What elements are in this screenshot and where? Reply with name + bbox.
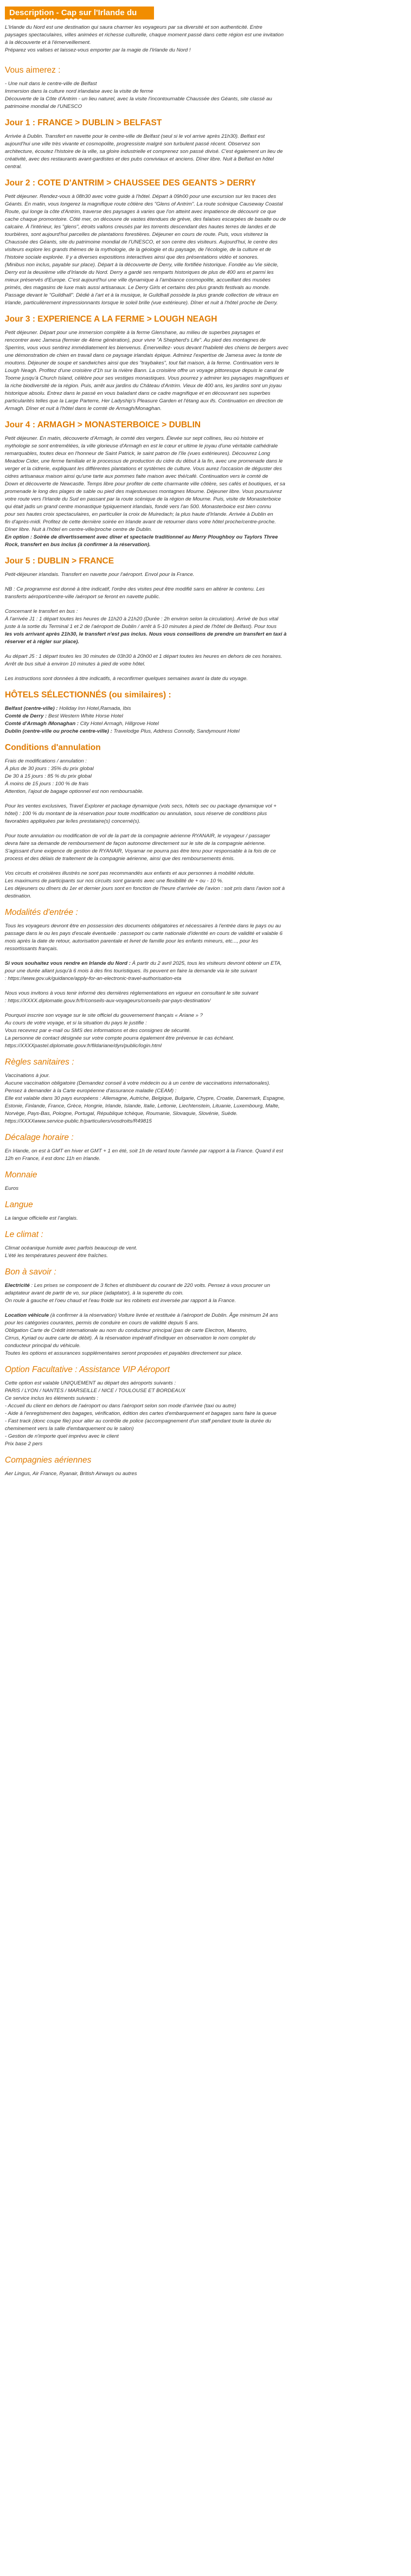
day3-text	[5, 329, 406, 413]
text-line: destination.	[5, 893, 32, 899]
text-line: Aer Lingus, Air France, Ryanair, British Airways ou autres	[5, 1471, 137, 1477]
link-line[interactable]: https://XXXXwww.service-public.fr/particuliers/vosdroits/R49815	[5, 1118, 152, 1124]
text-line: Frais de modifications / annulation :	[5, 758, 87, 764]
text-line: Attention, l'ajout de bagage optionnel est non remboursable.	[5, 789, 144, 794]
text-line: mythologie se sont entremêlées, la ville glorieuse d'Armagh en est le cœur et ultime le joyau d'une véritable cathédrale	[5, 443, 278, 449]
text-line: Down et découverte de Newcastle. Temps libre pour profiter de cette charmante ville côtière, ses cafés et boutiques, et sa	[5, 481, 285, 487]
text-line: Obligation Carte de Crédit internationale au nom du conducteur principal (pas de carte Electron, Maestro,	[5, 1328, 247, 1334]
text-line: mois après la date de retour, autorisation parentale et livret de famille pour les enfants mineurs, etc..., pour les	[5, 938, 259, 944]
text-line: Estonie, Finlande, France, Grèce, Hongrie, Irlande, Islande, Italie, Lettonie, Liechtenstein, Lituanie, Luxembourg, Malte,	[5, 1103, 280, 1109]
text-line: hôtel) : 100 % du montant de la réservation pour toute modification ou annulation, sous réserve de conditions plus	[5, 811, 267, 817]
text-line: : https://www.gov.uk/guidance/apply-for-an-electronic-travel-authorisation-eta	[5, 976, 182, 982]
conditions-text	[5, 758, 406, 900]
langue-text	[5, 1215, 406, 1222]
text-line: votre route vers l'Irlande du Sud en passant par la route scénique de la région de Mourne. Puis, visite de Monasterboice	[5, 496, 281, 502]
text-line: NB : Ce programme est donné à titre indicatif, l'ordre des visites peut être modifié sans en altérer le contenu. Les	[5, 586, 265, 592]
text-line: La personne de contact désignée sur votre compte pourra également être prévenue le cas échéant.	[5, 1035, 234, 1041]
text-line: cache chaque promontoire. Côté mer, on découvre de vastes étendues de grève, des falaises escarpées de basalte ou de	[5, 216, 286, 222]
text-line: Cirrus, Kyriad ou autre carte de débit). À la réservation impératif d'indiquer en observation le nom complet du	[5, 1335, 256, 1341]
text-line: Toutes les options et assurances supplémentaires seront proposées et payables directement sur place.	[5, 1350, 243, 1356]
text-line: De 30 à 15 jours : 85 % du prix global	[5, 773, 92, 779]
text-line: 12h en France, il est donc 11h en Irlande.	[5, 1156, 101, 1162]
text-line: Vaccinations à jour.	[5, 1073, 50, 1079]
compagnies-text	[5, 1470, 406, 1478]
text-line: Petit déjeuner. En matin, découverte d'Armagh, le comté des vergers. Élevée sur sept collines, lieu où histoire et	[5, 435, 264, 441]
text-line: Prix base 2 pers	[5, 1441, 43, 1447]
text-line: ressortissants français.	[5, 946, 59, 952]
hotel-item: Dublin (centre-ville ou proche centre-ville) : Travelodge Plus, Address Connolly, Sandymount Hotel	[5, 728, 240, 734]
hotels-title: HÔTELS SÉLECTIONNÉS (ou similaires) :	[5, 690, 171, 700]
text-line: Arrivée à Dublin. Transfert en navette pour le centre-ville de Belfast (seul si le vol arrive après 21h30). Belfast est	[5, 133, 265, 139]
day1-text	[5, 133, 406, 171]
text-line: cidres artisanaux maison ainsi qu'une tarte aux pommes faite maison avec thé/café. Continuation vers le comté de	[5, 473, 268, 479]
text-line: tourbières, sont aujourd'hui parcelles de plantations forestières. Déjeuner en cours de route. Puis, vous visiterez la	[5, 232, 268, 238]
vous-aimerez-text	[5, 80, 406, 111]
text-line: Sperrins, vous vous sentirez immédiatement les bienvenus. Émerveillez- vous devant l'habileté des chiens de bergers avec	[5, 345, 288, 351]
text-line: patrimoine mondial de l'UNESCO	[5, 104, 82, 110]
conditions-title: Conditions d'annulation	[5, 743, 101, 752]
text-line: aujourd'hui une ville très vivante et cosmopolite, progressiste malgré son turbulent passé récent. Observez son	[5, 141, 260, 147]
day4-title: Jour 4 : ARMAGH > MONASTERBOICE > DUBLIN	[5, 420, 201, 430]
text-line: Derry est la deuxième ville d'Irlande du Nord. Derry a gardé ses remparts historiques de plus de 400 ans et parmi les	[5, 270, 274, 275]
text-line: pour ses hautes croix spectaculaires, en particulier la croix de Muiredach; la plus haute d'Irlande. Arrivée à Dublin en	[5, 511, 273, 517]
text-line: devra faire sa demande de remboursement de façon autonome directement sur le site de la compagnie aérienne.	[5, 841, 266, 847]
sanitaires-text	[5, 1072, 406, 1125]
option-line: En option : Soirée de divertissement avec dîner et spectacle traditionnel au Merry Ploughboy ou Taylors Three	[5, 534, 278, 540]
text-line: Pour les ventes exclusives, Travel Explorer et package dynamique (vols secs, hôtels sec ou package dynamique vol +	[5, 803, 277, 809]
option-text	[5, 1380, 406, 1448]
text-line: pour une durée allant jusqu'à 6 mois à des fins touristiques. Ils peuvent en faire la demande via le site suivant	[5, 968, 257, 974]
text-line: La langue officielle est l'anglais.	[5, 1215, 78, 1221]
text-line: Concernant le transfert en bus :	[5, 608, 78, 614]
text-line: Petit déjeuner. Rendez-vous à 08h30 avec votre guide à l'hôtel. Départ à 09h00 pour une excursion sur les traces des	[5, 194, 277, 200]
text-line: fin d'après-midi. Profitez de cette dernière soirée en Irlande avant de retourner dans votre hôtel proche/centre-proche.	[5, 519, 276, 525]
text-line: Découverte de la Côte d'Antrim - un lieu naturel, avec la visite l'incontournable Chaussée des Géants, site classé au	[5, 96, 272, 102]
bold-line: réserver et à régler sur place).	[5, 639, 80, 645]
text-line: particularités telles que la Large Parterre, Her Ladyship's Pleasure Garden et l'étang aux ifs. Continuation en direction de	[5, 398, 283, 404]
hotel-item: Comté de Derry : Best Western White Horse Hotel	[5, 713, 123, 719]
hotels-list	[5, 705, 406, 735]
text-line: Immersion dans la culture nord irlandaise avec la visite de ferme	[5, 88, 153, 94]
climat-title: Le climat :	[5, 1230, 43, 1239]
text-line: rencontrer avec Jamesa (fermier de 4ème génération), pour vivre "A Shepherd's Life". Au pied des montagnes de	[5, 337, 266, 343]
text-line: Aucune vaccination obligatoire (Demandez conseil à votre médecin ou à un centre de vaccinations internationales).	[5, 1080, 271, 1086]
hotel-item: Belfast (centre-ville) : Holiday Inn Hotel,Ramada, Ibis	[5, 706, 131, 712]
text-line: remarquables, toutes deux en l'honneur de Saint Patrick, le saint patron de l'île (vues extérieures). Découvrez Long	[5, 451, 270, 457]
text-line: Au départ J5 : 1 départ toutes les 30 minutes de 03h30 à 20h00 et 1 départ toutes les heures en dehors de ces horaires.	[5, 653, 282, 659]
text-line: - Une nuit dans le centre-ville de Belfast	[5, 81, 97, 87]
section-title-vous-aimerez: Vous aimerez :	[5, 66, 61, 75]
text-line: Les instructions sont données à titre indicatifs, à reconfirmer quelques semaines avant la date du voyage.	[5, 676, 248, 682]
text-line: Petit-déjeuner irlandais. Transfert en navette pour l'aéroport. Envol pour la France.	[5, 572, 195, 578]
text-line: - Fast track (donc coupe file) pour aller au contrôle de police (accompagnement d'un staff pendant toute la durée du	[5, 1418, 271, 1424]
text-line: Les maximums de participants sur nos circuits sont garantis avec une flexibilité de + ou - 10 %.	[5, 878, 223, 884]
text-line: - Aide à l'enregistrement des bagages, vérification, édition des cartes d'embarquement et bagages sans faire la queue	[5, 1411, 277, 1417]
text-line: cheminement vers la salle d'embarquement ou le salon)	[5, 1426, 134, 1432]
text-line: visiteurs explore les grands thèmes de la mythologie, de la géologie et du paysage, de l'écologie, de la culture et de	[5, 247, 271, 253]
day4-text	[5, 435, 406, 549]
intro	[5, 24, 406, 54]
bon-savoir-text	[5, 1282, 406, 1357]
text-line: adaptateur avant de partir de vo, sur place (adaptator), à la superette du coin.	[5, 1290, 184, 1296]
day2-title: Jour 2 : COTE D'ANTRIM > CHAUSSEE DES GEANTS > DERRY	[5, 178, 256, 188]
text-line: - Gestion de n'importe quel imprévu avec le client	[5, 1433, 119, 1439]
text-line: À l'arrivée J1 : 1 départ toutes les heures de 11h20 à 21h20 (Durée : 2h environ selon la circulation). Arrivé de bus vital	[5, 616, 279, 622]
sanitaires-title: Règles sanitaires :	[5, 1058, 74, 1067]
text-line: Electricité : Les prises se composent de 3 fiches et distribuent du courant de 220 volts. Pensez à vous procurer un	[5, 1283, 271, 1289]
text-line: primés, des magasins de luxe mais aussi artisanaux. Le Derry Girls et certains des plus grands festivals au monde.	[5, 285, 270, 291]
text-line: Irlande, particulièrement impressionnants lorsque le soleil brille (vue extérieure). Dîner et nuit à l'hôtel proche de Derry.	[5, 300, 278, 306]
page-banner: Description - Cap sur l'Irlande du Nord - 5J/4N - 2026	[5, 7, 154, 20]
text-line: (Minibus non inclus, payable sur place). Départ à la découverte de Derry, ville fortifiée historique. Fondée au Vie siècle,	[5, 262, 279, 268]
text-line: pour les catégories courantes, permis de conduire en cours de validité depuis 5 ans.	[5, 1320, 199, 1326]
text-line: Meadow Cider, une ferme familiale et le processus de production du cidre du début à la fin, avec une promenade dans le	[5, 458, 283, 464]
text-line: Elle est valable dans 30 pays européens : Allemagne, Autriche, Belgique, Bulgarie, Chypre, Croatie, Danemark, Espagne,	[5, 1095, 285, 1101]
text-line: Toome jusqu'à Church Island, célèbre pour ses vestiges monastiques. Vous pourrez y admirer les paysages magnifiques et	[5, 375, 289, 381]
hotel-item: Comté d'Armagh /Monaghan : City Hotel Armagh, Hillgrove Hotel	[5, 721, 159, 727]
text-line: Pour toute annulation ou modification de vol de la part de la compagnie aérienne RYANAIR, le voyageur / passager	[5, 833, 271, 839]
text-line: Pensez à demander à la Carte européenne d'assurance maladie (CEAM) :	[5, 1088, 177, 1094]
text-line: On roule à gauche et l'oeu chaud et l'eau froide sur les robinets est inversée par rapport à la France.	[5, 1298, 236, 1304]
text-line: Euros	[5, 1186, 19, 1191]
text-line: Climat océanique humide avec parfois beaucoup de vent.	[5, 1245, 138, 1251]
option-title: Option Facultative : Assistance VIP Aéroport	[5, 1365, 170, 1374]
modalites-title: Modalités d'entrée :	[5, 908, 78, 917]
text-line: Nous vous invitons à vous tenir informé des dernières réglementations en vigueur en consultant le site suivant	[5, 990, 259, 996]
text-line: Lough Neagh. Profitez d'une croisière d'1h sur la rivière Bann. La croisière offre un voyage pittoresque depuis le canal de	[5, 368, 284, 374]
text-line: conducteur principal du véhicule.	[5, 1343, 81, 1349]
text-line: process et des délais de traitement de la compagnie aérienne, ainsi que des remboursements émis.	[5, 856, 235, 862]
text-line: Ce service inclus les éléments suivants :	[5, 1395, 99, 1401]
text-line: central.	[5, 164, 22, 170]
text-line: L'été les températures peuvent être fraîches.	[5, 1253, 108, 1259]
monnaie-title: Monnaie	[5, 1170, 37, 1180]
text-line: - Accueil du client en dehors de l'aéroport ou dans l'aéroport selon son mode d'arrivée (taxi ou autre)	[5, 1403, 236, 1409]
text-line: la riche biodiversité de la région. Puis, arrêt aux jardins du Château d'Antrim. Vieux de 400 ans, les jardins sont un joyau	[5, 383, 282, 389]
modalites-text	[5, 922, 406, 1050]
compagnies-title: Compagnies aériennes	[5, 1456, 92, 1465]
text-line: Au cours de votre voyage, et si la situation du pays le justifie :	[5, 1020, 147, 1026]
text-line: juste à la sortie du Terminal 1 et 2 de l'aéroport de Dublin / arrêt à 5-10 minutes à pied de l'hôtel de Belfast). Pour tous	[5, 624, 277, 630]
intro-line: L'Irlande du Nord est une destination qui saura charmer les voyageurs par sa diversité et son authenticité. Entre	[5, 24, 262, 30]
text-line: : https://XXXX.diplomatie.gouv.fr/fr/conseils-aux-voyageurs/conseils-par-pays-destination/	[5, 998, 211, 1004]
text-line: une démonstration de chien en travail dans ce paysage irlandais épique. Admirez l'expertise de Jamesa avec la tonte de	[5, 353, 282, 358]
text-line: Si vous souhaitez vous rendre en Irlande du Nord : À partir du 2 avril 2025, tous les visiteurs devront obtenir un ETA,	[5, 960, 282, 966]
link-line[interactable]: https://XXXXpastel.diplomatie.gouv.fr/fildariane/dyn/public/login.html	[5, 1043, 162, 1049]
text-line: Passage devant le "Guildhall". Dédié à l'art et à la musique, le Guildhall possède la plus grande collection de vitraux en	[5, 292, 279, 298]
text-line: Chaussée des Géants, site du patrimoine mondial de l'UNESCO, et son centre des visiteurs. Aujourd'hui, le centre des	[5, 239, 278, 245]
decalage-text	[5, 1148, 406, 1163]
text-line: Vous recevrez par e-mail ou SMS des informations et des consignes de sécurité.	[5, 1028, 191, 1034]
text-line: Tous les voyageurs devront être en possession des documents obligatoires et nécessaires à l'entrée dans le pays ou au	[5, 923, 281, 929]
day5-text	[5, 571, 406, 683]
intro-line: Préparez vos valises et laissez-vous emporter par la magie de l'Irlande du Nord !	[5, 47, 191, 53]
text-line: promenade le long des plages de sable ou pied des majestueuses montagnes Mourne. Déjeuner libre. Vous poursuivrez	[5, 489, 282, 495]
text-line: mieux préservés d'Europe. C'est aujourd'hui une ville dynamique à l'ambiance cosmopolite, accueillant des musées	[5, 277, 271, 283]
climat-text	[5, 1245, 406, 1260]
text-line: qui était jadis un grand centre monastique typiquement irlandais, fondé vers l'an 500. Monasterboice est bien connu	[5, 504, 271, 510]
text-line: Les déjeuners ou dîners du 1er et dernier jours sont en fonction de l'heure d'arrivée de l'avion : soit pris dans l'avion soit à	[5, 886, 285, 892]
text-line: transferts aéroport/centre-ville /aéroport se feront en navette public.	[5, 594, 160, 600]
text-line: historique absolu. Entrez dans le passé en vous baladant dans ce cadre magnifique et en découvrant ses superbes	[5, 390, 271, 396]
text-line: Arrêt de bus situé à environ 10 minutes à pied de votre hôtel.	[5, 661, 146, 667]
text-line: passage dans le ou les pays d'escale éventuelle : passeport ou carte nationale d'identité en cours de validité et valable 6	[5, 931, 282, 937]
text-line: l'histoire sociale explorée. Il y a diverses expositions interactives ainsi que des présentations vidéo et sonores.	[5, 254, 259, 260]
text-line: Cette option est valable UNIQUEMENT au départ des aéroports suivants :	[5, 1380, 176, 1386]
text-line: Route, qui longe la côte d'Antrim, traverse des paysages à varies que l'on atteint avec impatience de découvrir ce que	[5, 209, 277, 215]
text-line: Norvège, Pays-Bas, Pologne, Portugal, République tchèque, Roumanie, Slovaquie, Slovénie, Suède.	[5, 1111, 238, 1117]
day1-title: Jour 1 : FRANCE > DUBLIN > BELFAST	[5, 118, 162, 127]
bon-savoir-title: Bon à savoir :	[5, 1267, 56, 1277]
text-line: Dîner libre. Nuit à l'hôtel en centre-ville/proche centre de Dublin.	[5, 527, 152, 533]
option-line: Rock, transfert en bus inclus (à confirmer à la réservation).	[5, 542, 151, 548]
text-line: Pourquoi inscrire son voyage sur le site officiel du gouvernement français « Ariane » ?	[5, 1013, 203, 1018]
text-line: créativité, avec des restaurants avant-gardistes et des pubs conviviaux et anciens. Dîner libre. Nuit à Belfast en hôtel	[5, 156, 274, 162]
text-line: À moins de 15 jours : 100 % de frais	[5, 781, 89, 787]
intro-line: paysages spectaculaires, villes animées et richesse culturelle, chaque moment passé dans cette région est une invitation	[5, 32, 284, 38]
text-line: Géants. En matin, vous longerez la magnifique route côtière des "Glens of Antrim". La route scénique Causeway Coastal	[5, 201, 283, 207]
text-line: moutons. Déjeuner de soupe et sandwiches ainsi que des "traybakes", tout fait maison, à la ferme. Continuation vers le	[5, 360, 279, 366]
text-line: S'agissant d'une exigence de gestion de RYANAIR, Voyamar ne pourra pas être tenu pour responsable à la fois de ce	[5, 848, 277, 854]
text-line: Petit déjeuner. Départ pour une immersion complète à la ferme Glenshane, au milieu de superbes paysages et	[5, 330, 260, 336]
text-line: PARIS / LYON / NANTES / MARSEILLE / NICE / TOULOUSE ET BORDEAUX	[5, 1388, 186, 1394]
text-line: Vos circuits et croisières illustrés ne sont pas recommandés aux enfants et aux personnes à mobilité réduite.	[5, 870, 255, 876]
text-line: Armagh. Dîner et nuit à l'hôtel dans le comté de Armagh/Monaghan.	[5, 406, 162, 412]
intro-line: à la découverte et à l'émerveillement.	[5, 40, 91, 46]
text-line: verger et la cidrerie, expliquant les différentes plantations et systèmes de culture. Vous aurez l'occasion de déguster des	[5, 466, 282, 472]
decalage-title: Décalage horaire :	[5, 1133, 74, 1142]
day3-title: Jour 3 : EXPERIENCE A LA FERME > LOUGH NEAGH	[5, 315, 217, 324]
day2-text	[5, 193, 406, 307]
text-line: À plus de 30 jours : 35% du prix global	[5, 766, 94, 772]
monnaie-text	[5, 1185, 406, 1193]
langue-title: Langue	[5, 1200, 33, 1209]
text-line: En Irlande, on est à GMT en hiver et GMT + 1 en été, soit 1h de retard toute l'année par rapport à la France. Quand il est	[5, 1148, 283, 1154]
bold-line: les vols arrivant après 21h30, le transfert n'est pas inclus. Nous vous conseillons de prendre un transfert en taxi à	[5, 631, 287, 637]
text-line: architecture, écoutez l'histoire de la ville, sa gloire industrielle et comprenez son passé divisé. C'est également un lieu de	[5, 149, 283, 155]
text-line: favorables appliquées par le/les prestataire(s) concerné(s).	[5, 818, 141, 824]
text-line: calcaire. À l'intérieur, les "glens", étroits vallons creusés par les torrents descendant des hautes terres de landes et de	[5, 224, 276, 230]
day5-title: Jour 5 : DUBLIN > FRANCE	[5, 556, 114, 566]
text-line: Location véhicule (à confirmer à la réservation) Voiture livrée et restituée à l'aéroport de Dublin. Âge minimum 24 ans	[5, 1312, 278, 1318]
